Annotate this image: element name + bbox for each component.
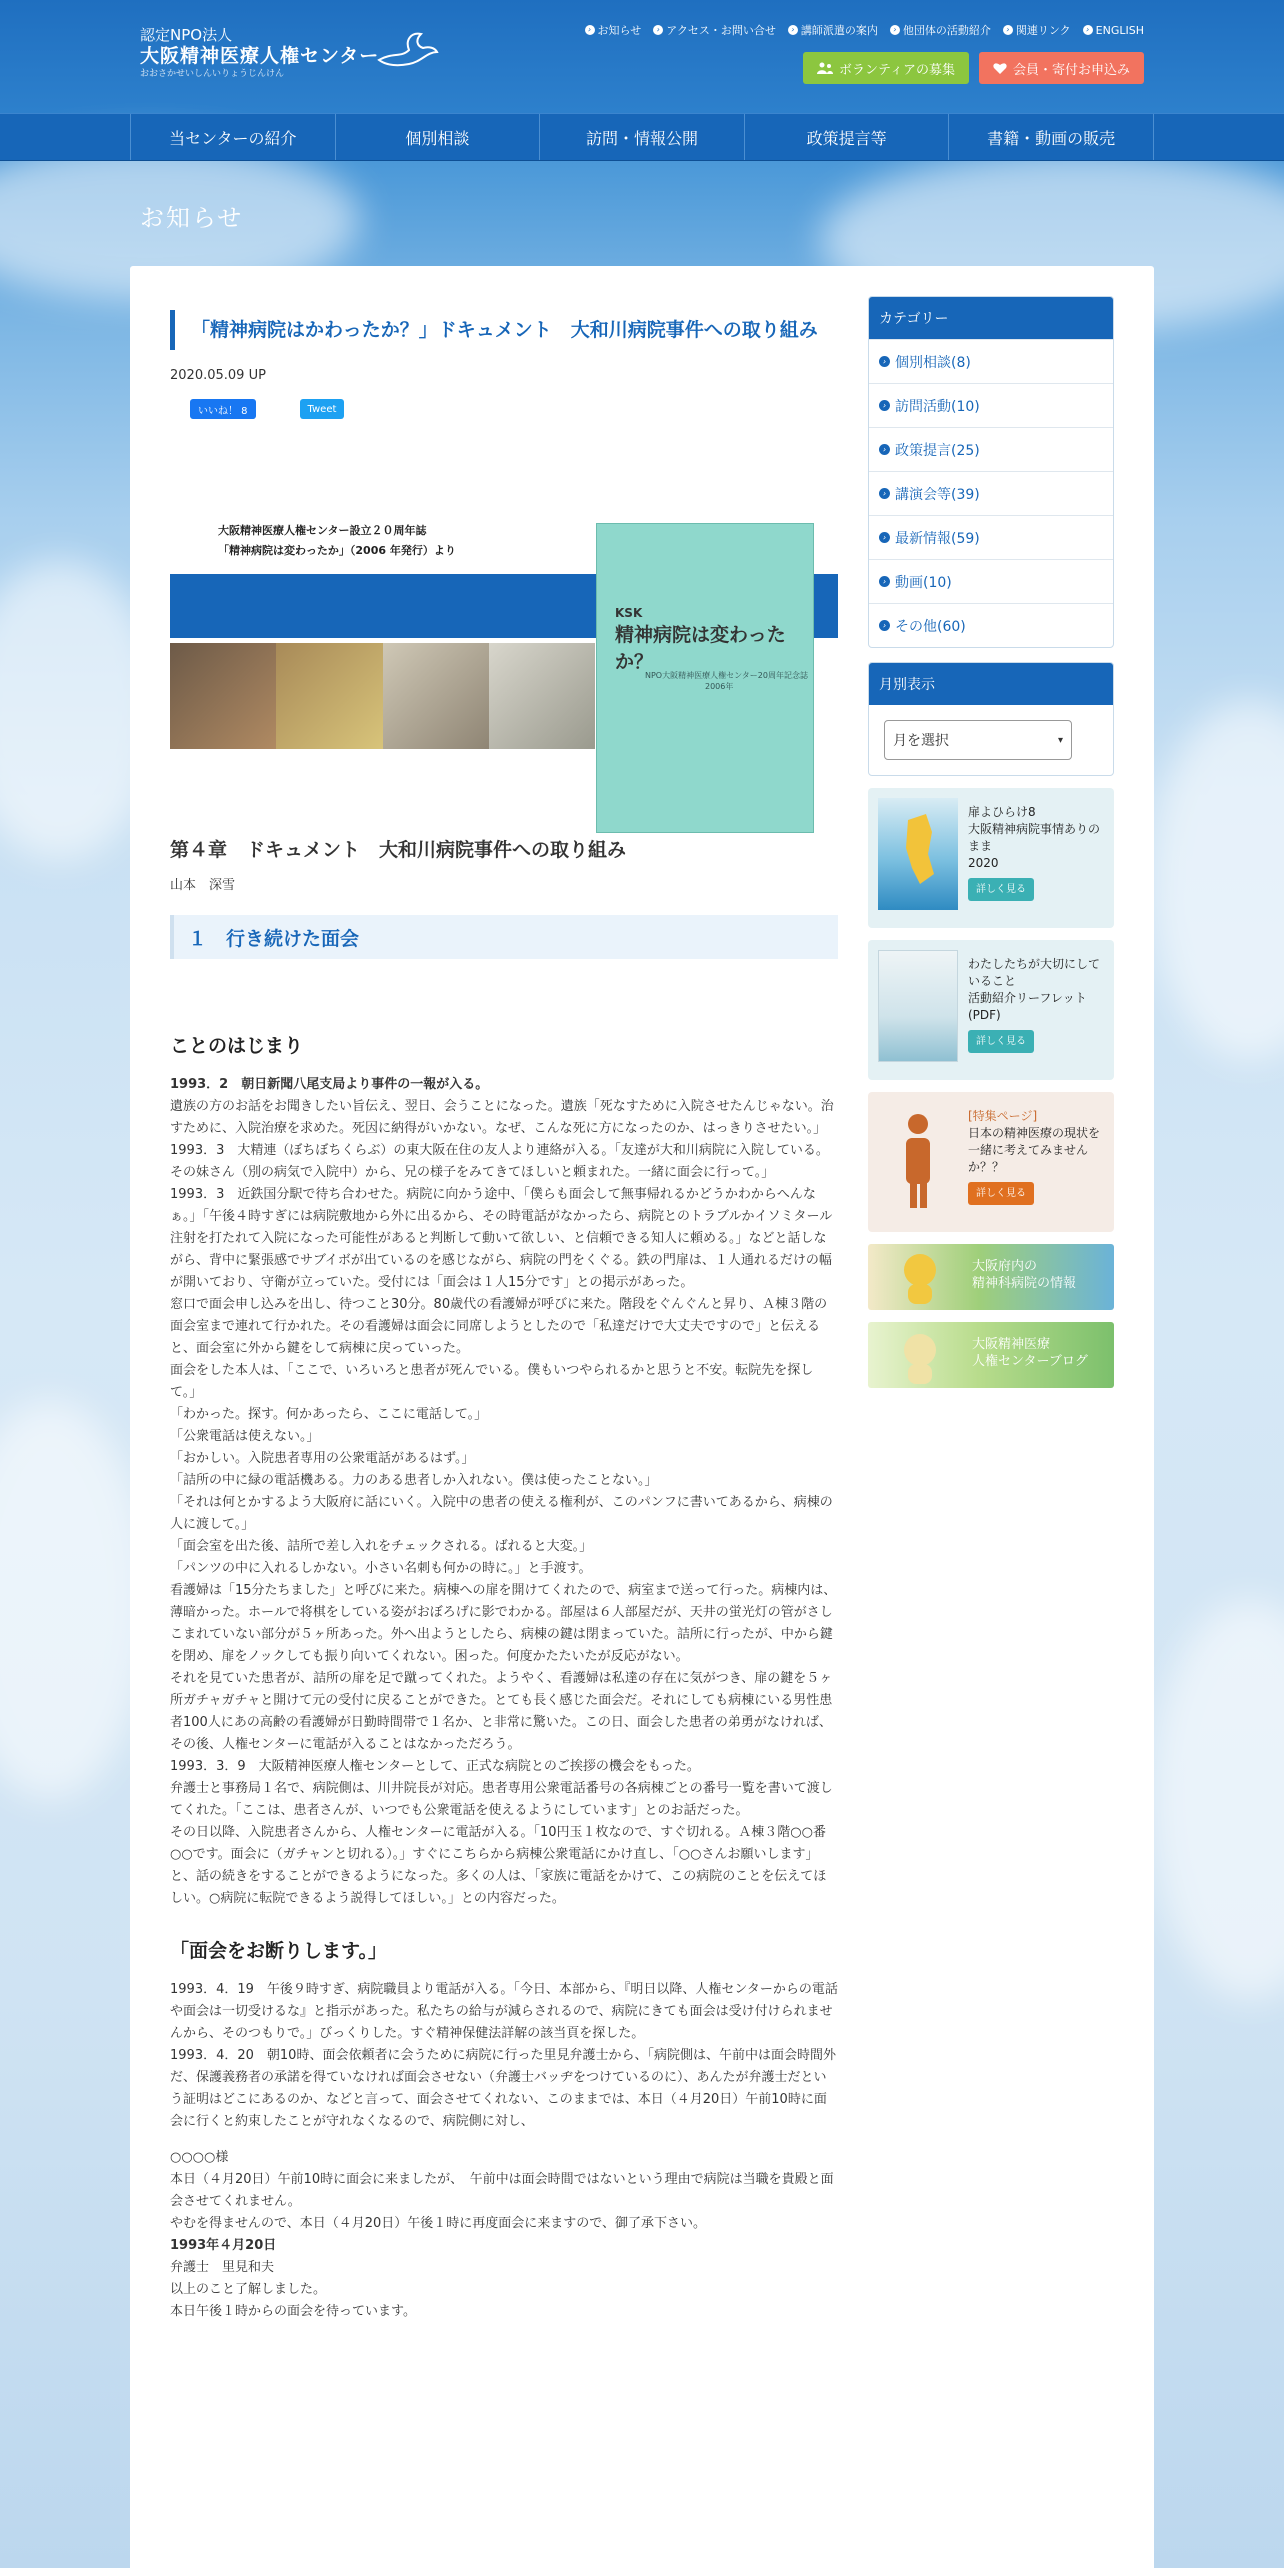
promo-card-text	[968, 1108, 1108, 1205]
month-select-value: 月を選択	[893, 733, 949, 749]
paragraph: 1993．3 大精連（ぼちぼちくらぶ）の東大阪在住の友人より連絡が入る。「友達が大和川病院に入院している。その妹さん（別の病気で入院中）から、兄の様子をみてきてほしいと頼まれた。一緒に面会に行って。」	[170, 1143, 829, 1180]
member-label: 会員・寄付お申込み	[1012, 62, 1130, 78]
paragraph: その日以降、入院患者さんから、人権センターに電話が入る。｢10円玉１枚なので、すぐ切れる。Ａ棟３階○○番○○です。面会に（ガチャンと切れる）。」すぐにこちらから病棟公衆電話にかけ直し、「○○さんお願いします」と、話の続きをすることができるようになった。多くの人は、「家族に電話をかけて、この病院のことを伝えてほしい。○病院に転院できるよう説得してほしい。」との内容だった。	[170, 1825, 827, 1906]
card-title: 扉よひらけ8	[968, 805, 1036, 819]
book-ksk: KSK	[615, 606, 643, 620]
more-button[interactable]	[968, 1182, 1034, 1205]
util-link-english[interactable]: › ENGLISH	[1083, 22, 1144, 38]
month-heading: 月別表示	[869, 663, 1113, 705]
category-label: 講演会等(39)	[895, 486, 980, 503]
util-link-news[interactable]: › お知らせ	[585, 22, 642, 38]
author: 山本 深雪	[170, 878, 236, 893]
like-label: いいね！ 8	[198, 405, 248, 417]
paragraph: 弁護士と事務局１名で、病院側は、川井院長が対応。患者専用公衆電話番号の各病棟ごとの番号一覧を書いて渡してくれた。「ここは、患者さんが、いつでも公衆電話を使えるようにしています」とのお話だった。	[170, 1781, 833, 1818]
subheading-refuse: 「面会をお断りします。」	[170, 1940, 387, 1962]
letter-line: 弁護士 里見和夫	[170, 2260, 275, 2275]
paragraph: 「パンツの中に入れるしかない。小さい名刺も何かの時に。」と手渡す。	[170, 1561, 592, 1576]
util-link-access[interactable]: › アクセス・お問い合せ	[653, 22, 776, 38]
util-link-related[interactable]: › 関連リンク	[1003, 22, 1071, 38]
paragraph: 遺族の方のお話をお聞きしたい旨伝え、翌日、会うことになった。遺族「死なすために入院させたんじゃない。治すために、入院治療を求めた。死因に納得がいかない。なぜ、こんな死に方になったのか、はっきりさせたい。」	[170, 1099, 834, 1136]
category-item-policy[interactable]	[869, 427, 1113, 471]
sidebar	[868, 296, 1114, 1388]
paragraph: 窓口で面会申し込みを出し、待つこと30分。80歳代の看護婦が呼びに来た。階段をぐんぐんと昇り、Ａ棟３階の面会室まで連れて行かれた。その看護婦は面会に同席しようとしたので「私達だけで大丈夫ですので」と伝えると、面会室に外から鍵をして病棟に戻っていった。	[170, 1297, 828, 1356]
dove-logo-icon	[375, 30, 439, 74]
category-label: その他(60)	[895, 618, 966, 635]
article-date: 2020.05.09 UP	[170, 368, 266, 383]
chevron-right-icon: ›	[879, 532, 890, 543]
category-label: 訪問活動(10)	[895, 398, 980, 415]
paragraph: 1993．3 近鉄国分駅で待ち合わせた。病院に向かう途中、「僕らも面会して無事帰れるかどうかわからへんなぁ。」「午後４時すぎには病院敷地から外に出るから、その時電話がなかったら、病院とのトラブルかイソミタール注射を打たれて入院になった可能性があると判断して動いて欲しい、と信頼できる知人に頼める。」などと話しながら、背中に緊張感でサブイボが出ているのを感じながら、病院の門をくぐる。鉄の門扉は、１人通れるだけの幅が開いており、守衛が立っていた。受付には「面会は１人15分です」との掲示があった。	[170, 1187, 833, 1290]
book-title: 精神病院は変わったか？	[615, 624, 786, 673]
card-tag: [特集ページ]	[968, 1109, 1038, 1123]
article	[170, 310, 838, 2323]
paragraph: 面会をした本人は、「ここで、いろいろと患者が死んでいる。僕もいつやられるかと思うと不安。転院先を探して。」	[170, 1363, 814, 1400]
article-body-2	[170, 1979, 838, 2323]
book-sub: NPO大阪精神医療人権センター20周年記念誌	[645, 671, 808, 680]
content-panel	[130, 266, 1154, 2568]
book-cover	[596, 523, 814, 833]
category-label: 動画(10)	[895, 574, 952, 591]
article-body	[170, 1074, 838, 1910]
category-item-consultation[interactable]	[869, 339, 1113, 383]
character-icon	[880, 1244, 960, 1310]
card-subtitle: 活動紹介リーフレット	[968, 991, 1087, 1005]
article-title: 「精神病院はかわったか？」ドキュメント 大和川病院事件への取り組み	[170, 310, 838, 350]
promo-card-text	[968, 956, 1108, 1053]
more-button[interactable]	[968, 878, 1034, 901]
hero-caption-line-2: 「精神病院は変わったか」（2006 年発行）より	[218, 544, 456, 557]
tweet-button[interactable]	[300, 399, 345, 419]
monthly-archive-box	[868, 662, 1114, 776]
promo-card-tobira[interactable]	[868, 788, 1114, 928]
promo-card-feature[interactable]	[868, 1092, 1114, 1232]
hero-caption	[218, 521, 456, 561]
category-label: 個別相談(8)	[895, 354, 971, 371]
paragraph: 「わかった。探す。何かあったら、ここに電話して。」	[170, 1407, 488, 1422]
category-item-video[interactable]	[869, 559, 1113, 603]
paragraph: 看護婦は「15分たちました」と呼びに来た。病棟への扉を開けてくれたので、病室まで送って行った。病棟内は、薄暗かった。ホールで将棋をしている姿がおぼろげに影でわかる。部屋は６人部屋だが、天井の蛍光灯の管がさしこまれていない部分が５ヶ所あった。外へ出ようとしたら、病棟の鍵は閉まっていた。詰所に行ったが、中から鍵を閉め、扉をノックしても振り向いてくれない。困った。何度かたたいたが反応がない。	[170, 1583, 837, 1664]
book-year: 2006年	[705, 682, 734, 691]
character-icon	[880, 1322, 960, 1388]
chevron-right-icon: ›	[879, 620, 890, 631]
site-kana: おおさかせいしんいりょうじんけん	[140, 69, 285, 79]
category-label: 最新情報(59)	[895, 530, 980, 547]
users-icon	[817, 62, 833, 74]
chevron-right-icon: ›	[879, 576, 890, 587]
paragraph: 「詰所の中に緑の電話機ある。力のある患者しか入れない。僕は使ったことない。」	[170, 1473, 658, 1488]
paragraph: それを見ていた患者が、詰所の扉を足で蹴ってくれた。ようやく、看護婦は私達の存在に気がつき、扉の鍵を５ヶ所ガチャガチャと開けて元の受付に戻ることができた。とても長く感じた面会だ。それにしても病棟にいる男性患者100人にあの高齢の看護婦が日勤時間帯で１名か、と非常に驚いた。この日、面会した患者の弟勇がなければ、その後、人権センターに電話が入ることはなかっただろう。	[170, 1671, 833, 1752]
paragraph: 「それは何とかするよう大阪府に話にいく。入院中の患者の使える権利が、このパンフに書いてあるから、病棟の人に渡して。」	[170, 1495, 833, 1532]
hero-photos	[170, 643, 595, 749]
card-subtitle: 大阪精神病院事情ありのまま	[968, 822, 1101, 853]
card-title: 日本の精神医療の現状を一緒に考えてみませんか？？	[968, 1126, 1101, 1174]
category-item-lectures[interactable]	[869, 471, 1113, 515]
category-heading: カテゴリー	[869, 297, 1113, 339]
facebook-like-button[interactable]	[190, 399, 256, 419]
more-label: 詳しく見る	[976, 1188, 1026, 1199]
site-name: 大阪精神医療人権センター	[140, 45, 380, 67]
banner-label: 大阪府内の 精神科病院の情報	[972, 1259, 1077, 1291]
util-link-lecturer[interactable]: › 講師派遣の案内	[788, 22, 878, 38]
util-link-other-orgs[interactable]: › 他団体の活動紹介	[890, 22, 991, 38]
card-format: (PDF)	[968, 1008, 1001, 1022]
more-label: 詳しく見る	[976, 884, 1026, 895]
letter-line: 本日午後１時からの面会を待っています。	[170, 2304, 416, 2319]
osaka-map-icon	[878, 798, 958, 910]
paragraph: 1993．4．20 朝10時、面会依頼者に会うために病院に行った里見弁護士から、「病院側は、午前中は面会時間外だ、保護義務者の承諾を得ていなければ面会させない（弁護士バッヂをつけているのに）、あんたが弁護士だという証明はどこにあるのか、などと言って、面会させてくれない、このままでは、本日（４月20日）午前10時に面会に行くと約束したことが守れなくなるので、病院側に対し、	[170, 2048, 836, 2129]
chevron-down-icon: ▾	[1057, 734, 1063, 746]
nav-item-visits[interactable]: 訪問・情報公開	[539, 114, 744, 160]
blog-banner[interactable]	[868, 1322, 1114, 1388]
paragraph: 1993．3．9 大阪精神医療人権センターとして、正式な病院とのご挨拶の機会をもった。	[170, 1759, 700, 1774]
org-type: 認定NPO法人	[140, 26, 233, 44]
paragraph: 1993．2 朝日新聞八尾支局より事件の一報が入る。	[170, 1077, 489, 1092]
category-item-latest[interactable]	[869, 515, 1113, 559]
nav-item-consultation[interactable]: 個別相談	[335, 114, 540, 160]
chevron-right-icon: ›	[879, 444, 890, 455]
chevron-right-icon: ›	[879, 400, 890, 411]
paragraph: 「公衆電話は使えない。」	[170, 1429, 320, 1444]
chevron-right-icon: ›	[879, 356, 890, 367]
nav-item-policy[interactable]: 政策提言等	[744, 114, 949, 160]
subheading-intro: ことのはじまり	[170, 1035, 304, 1057]
paragraph: 「面会室を出た後、詰所で差し入れをチェックされる。ばれると大変。」	[170, 1539, 593, 1554]
site-logo[interactable]	[140, 26, 379, 80]
paragraph: 1993．4．19 午後９時すぎ、病院職員より電話が入る。「今日、本部から、『明日以降、人権センターからの電話や面会は一切受けるな』と指示があった。私たちの給与が減らされるので、病院にきても面会は受け付けられませんから、そのつもりで。」びっくりした。すぐ精神保健法詳解の該当頁を探した。	[170, 1982, 838, 2041]
letter-line: 本日（４月20日）午前10時に面会に来ましたが、 午前中は面会時間ではないという理由で病院は当職を貴殿と面会させてくれません。	[170, 2172, 834, 2209]
promo-card-text	[968, 804, 1108, 901]
volunteer-button[interactable]	[803, 52, 969, 84]
nav-item-about[interactable]: 当センターの紹介	[130, 114, 335, 160]
site-header	[0, 0, 1284, 113]
hospital-info-banner[interactable]	[868, 1244, 1114, 1310]
category-item-other[interactable]	[869, 603, 1113, 647]
card-title: わたしたちが大切にしていること	[968, 957, 1101, 988]
category-item-visits[interactable]	[869, 383, 1113, 427]
tweet-label: Tweet	[307, 403, 337, 415]
member-donate-button[interactable]	[979, 52, 1144, 84]
letter-line: 以上のこと了解しました。	[170, 2282, 327, 2297]
chevron-right-icon: ›	[879, 488, 890, 499]
heart-icon	[993, 62, 1007, 74]
leaflet-thumbnail	[878, 950, 958, 1062]
hero-image	[170, 479, 838, 795]
book-subtitle	[645, 670, 808, 692]
category-box	[868, 296, 1114, 648]
volunteer-label: ボランティアの募集	[839, 62, 955, 78]
more-label: 詳しく見る	[976, 1036, 1026, 1047]
promo-card-leaflet[interactable]	[868, 940, 1114, 1080]
nav-item-books[interactable]: 書籍・動画の販売	[948, 114, 1154, 160]
month-select[interactable]	[884, 720, 1072, 760]
more-button[interactable]	[968, 1030, 1034, 1053]
letter-line: 1993年４月20日	[170, 2238, 277, 2253]
section-heading: １ 行き続けた面会	[170, 915, 838, 959]
banner-label: 大阪精神医療 人権センターブログ	[972, 1337, 1088, 1369]
person-illustration-icon	[878, 1102, 958, 1214]
letter-line: やむを得ませんので、本日（４月20日）午後１時に再度面会に来ますので、御了承下さい。	[170, 2216, 707, 2231]
booklet-thumbnail	[878, 798, 958, 910]
letter-line: ○○○○様	[170, 2150, 229, 2165]
hero-caption-line-1: 大阪精神医療人権センター設立２０周年誌	[218, 524, 427, 537]
page-title: お知らせ	[140, 204, 244, 232]
card-year: 2020	[968, 856, 999, 870]
utility-links	[585, 22, 1144, 38]
category-label: 政策提言(25)	[895, 442, 980, 459]
paragraph: 「おかしい。入院患者専用の公衆電話があるはず。」	[170, 1451, 475, 1466]
chapter-heading: 第４章 ドキュメント 大和川病院事件への取り組み	[170, 839, 627, 861]
main-nav	[0, 113, 1284, 161]
